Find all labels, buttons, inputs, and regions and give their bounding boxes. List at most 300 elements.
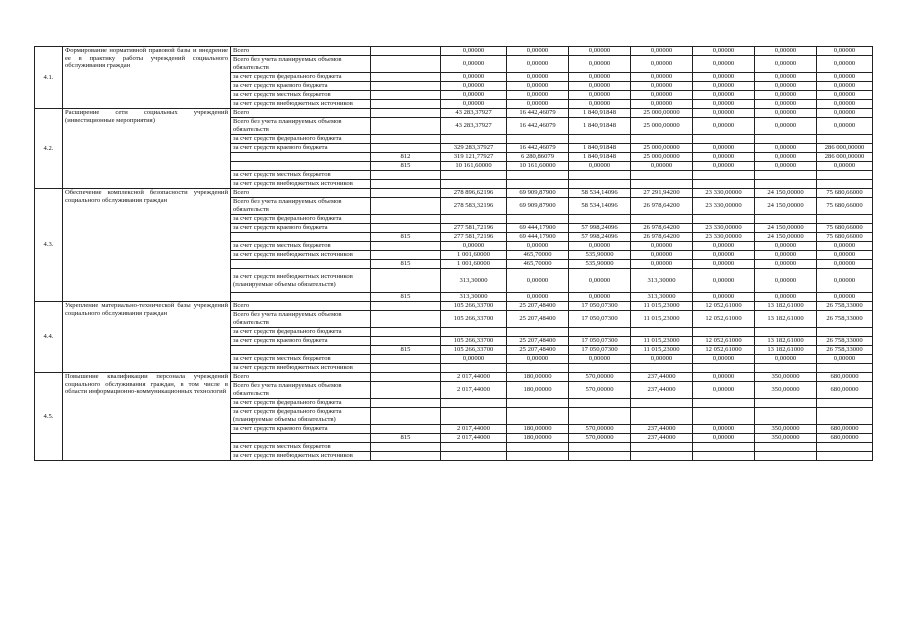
amount-cell: 180,00000 [507,382,569,399]
amount-cell: 0,00000 [693,118,755,135]
budget-code [371,443,441,452]
funding-source [231,346,371,355]
amount-cell [693,215,755,224]
amount-cell: 0,00000 [507,91,569,100]
table-row [35,109,873,118]
amount-cell: 0,00000 [755,82,817,91]
amount-cell: 0,00000 [507,100,569,109]
amount-cell: 570,00000 [569,382,631,399]
amount-cell: 2 017,44000 [441,434,507,443]
funding-source: Всего без учета планируемых объемов обязательств [231,382,371,399]
amount-cell: 25 207,48400 [507,346,569,355]
amount-cell: 0,00000 [507,82,569,91]
amount-cell: 0,00000 [693,82,755,91]
amount-cell [693,328,755,337]
amount-cell: 1 840,91848 [569,144,631,153]
amount-cell: 25 207,48400 [507,337,569,346]
amount-cell: 25 000,00000 [631,118,693,135]
amount-cell: 26 978,64200 [631,233,693,242]
amount-cell: 0,00000 [817,47,873,56]
amount-cell: 0,00000 [631,47,693,56]
measure-name: Повышение квалификации персонала учреждений социального обслуживания граждан, в том числе в области информационно-коммуникационных технологий [63,373,231,461]
budget-code: 815 [371,260,441,269]
amount-cell: 0,00000 [569,293,631,302]
amount-cell: 535,90000 [569,260,631,269]
amount-cell: 0,00000 [441,100,507,109]
amount-cell: 680,00000 [817,434,873,443]
amount-cell: 0,00000 [631,251,693,260]
amount-cell [507,215,569,224]
amount-cell [817,171,873,180]
amount-cell [631,135,693,144]
amount-cell: 2 017,44000 [441,373,507,382]
amount-cell [817,443,873,452]
amount-cell [441,328,507,337]
amount-cell: 0,00000 [755,269,817,293]
amount-cell: 1 001,60000 [441,260,507,269]
funding-source: за счет средств внебюджетных источников [231,251,371,260]
amount-cell: 237,44000 [631,382,693,399]
table-row [35,373,873,382]
funding-source: Всего [231,189,371,198]
funding-source: за счет средств краевого бюджета [231,337,371,346]
amount-cell: 0,00000 [755,109,817,118]
item-number: 4.1. [35,47,63,109]
amount-cell: 0,00000 [631,73,693,82]
amount-cell: 25 000,00000 [631,153,693,162]
amount-cell: 2 017,44000 [441,382,507,399]
amount-cell [507,171,569,180]
budget-code [371,135,441,144]
amount-cell [507,328,569,337]
budget-code [371,91,441,100]
amount-cell: 0,00000 [569,91,631,100]
amount-cell: 680,00000 [817,382,873,399]
amount-cell: 0,00000 [631,91,693,100]
amount-cell: 277 581,72196 [441,233,507,242]
amount-cell: 237,44000 [631,373,693,382]
amount-cell: 0,00000 [693,91,755,100]
amount-cell: 16 442,46079 [507,109,569,118]
funding-source: за счет средств краевого бюджета [231,144,371,153]
amount-cell [507,135,569,144]
amount-cell: 13 182,61000 [755,311,817,328]
amount-cell: 11 015,23000 [631,337,693,346]
amount-cell: 319 121,77927 [441,153,507,162]
amount-cell: 24 150,00000 [755,198,817,215]
amount-cell [507,408,569,425]
budget-code [371,82,441,91]
funding-source: Всего без учета планируемых объемов обязательств [231,118,371,135]
amount-cell: 350,00000 [755,434,817,443]
amount-cell: 0,00000 [755,260,817,269]
amount-cell: 0,00000 [817,109,873,118]
amount-cell [817,328,873,337]
measure-name: Расширение сети социальных учреждений (инвестиционные мероприятия) [63,109,231,189]
budget-code [371,224,441,233]
amount-cell: 0,00000 [755,355,817,364]
funding-source [231,162,371,171]
amount-cell: 26 978,64200 [631,224,693,233]
amount-cell: 17 050,07300 [569,337,631,346]
amount-cell: 0,00000 [693,100,755,109]
budget-code [371,56,441,73]
funding-source [231,233,371,242]
amount-cell: 0,00000 [817,251,873,260]
amount-cell [817,399,873,408]
amount-cell: 69 909,87900 [507,198,569,215]
amount-cell [755,443,817,452]
amount-cell: 0,00000 [693,382,755,399]
amount-cell: 0,00000 [441,355,507,364]
amount-cell [631,399,693,408]
amount-cell: 11 015,23000 [631,302,693,311]
funding-source [231,434,371,443]
amount-cell: 0,00000 [817,269,873,293]
amount-cell: 180,00000 [507,373,569,382]
funding-source: Всего без учета планируемых объемов обязательств [231,198,371,215]
amount-cell: 0,00000 [441,82,507,91]
amount-cell [441,408,507,425]
amount-cell: 0,00000 [755,293,817,302]
amount-cell: 0,00000 [755,144,817,153]
amount-cell: 0,00000 [631,100,693,109]
budget-code: 815 [371,162,441,171]
budget-code [371,215,441,224]
amount-cell: 0,00000 [817,242,873,251]
amount-cell: 0,00000 [569,355,631,364]
amount-cell [631,443,693,452]
amount-cell: 13 182,61000 [755,302,817,311]
budget-code: 815 [371,434,441,443]
amount-cell: 0,00000 [693,242,755,251]
funding-source: Всего без учета планируемых объемов обязательств [231,56,371,73]
amount-cell: 26 758,33000 [817,346,873,355]
amount-cell: 278 583,32196 [441,198,507,215]
amount-cell: 23 330,00000 [693,233,755,242]
amount-cell: 24 150,00000 [755,189,817,198]
amount-cell: 680,00000 [817,373,873,382]
amount-cell [693,180,755,189]
amount-cell: 0,00000 [693,269,755,293]
amount-cell [755,215,817,224]
budget-code: 815 [371,346,441,355]
funding-source: за счет средств местных бюджетов [231,91,371,100]
amount-cell: 26 758,33000 [817,311,873,328]
amount-cell [507,452,569,461]
amount-cell: 6 280,86079 [507,153,569,162]
amount-cell [441,135,507,144]
amount-cell: 0,00000 [441,47,507,56]
amount-cell [569,135,631,144]
amount-cell [441,443,507,452]
amount-cell: 535,90000 [569,251,631,260]
table-body [35,47,873,461]
amount-cell: 0,00000 [817,82,873,91]
amount-cell: 0,00000 [817,293,873,302]
amount-cell: 180,00000 [507,425,569,434]
amount-cell: 0,00000 [693,373,755,382]
amount-cell [441,171,507,180]
amount-cell [507,443,569,452]
funding-source [231,153,371,162]
amount-cell [817,180,873,189]
amount-cell [507,180,569,189]
amount-cell: 0,00000 [755,251,817,260]
budget-code [371,382,441,399]
amount-cell: 0,00000 [755,100,817,109]
funding-source: за счет средств внебюджетных источников [231,100,371,109]
amount-cell: 0,00000 [569,269,631,293]
amount-cell: 0,00000 [569,100,631,109]
amount-cell: 0,00000 [507,73,569,82]
amount-cell: 1 840,91848 [569,118,631,135]
amount-cell: 105 266,33700 [441,346,507,355]
amount-cell [817,452,873,461]
amount-cell: 105 266,33700 [441,302,507,311]
amount-cell: 57 998,24096 [569,224,631,233]
amount-cell [441,364,507,373]
funding-source: за счет средств федерального бюджета [231,399,371,408]
funding-source [231,260,371,269]
amount-cell: 43 283,37927 [441,118,507,135]
amount-cell [755,408,817,425]
amount-cell: 69 444,17900 [507,224,569,233]
amount-cell: 12 052,61000 [693,311,755,328]
amount-cell: 0,00000 [693,260,755,269]
amount-cell: 0,00000 [755,153,817,162]
amount-cell: 0,00000 [817,260,873,269]
amount-cell [569,364,631,373]
amount-cell [569,328,631,337]
amount-cell: 0,00000 [569,73,631,82]
funding-source: за счет средств федерального бюджета (планируемые объемы обязательств) [231,408,371,425]
measure-name: Формирование нормативной правовой базы и внедрение ее в практику работы учреждений социального обслуживания граждан [63,47,231,109]
amount-cell: 10 161,60000 [507,162,569,171]
amount-cell: 16 442,46079 [507,118,569,135]
amount-cell: 0,00000 [755,73,817,82]
amount-cell [693,452,755,461]
amount-cell [693,171,755,180]
amount-cell: 278 896,62196 [441,189,507,198]
amount-cell [755,452,817,461]
amount-cell [631,180,693,189]
amount-cell: 313,30000 [441,293,507,302]
amount-cell: 350,00000 [755,425,817,434]
amount-cell: 0,00000 [441,73,507,82]
amount-cell: 0,00000 [569,47,631,56]
amount-cell: 0,00000 [755,162,817,171]
amount-cell: 0,00000 [631,242,693,251]
amount-cell [569,399,631,408]
amount-cell: 43 283,37927 [441,109,507,118]
amount-cell: 0,00000 [569,82,631,91]
amount-cell: 0,00000 [755,56,817,73]
amount-cell: 2 017,44000 [441,425,507,434]
amount-cell: 465,70000 [507,251,569,260]
amount-cell: 0,00000 [693,425,755,434]
amount-cell: 0,00000 [507,242,569,251]
amount-cell [817,408,873,425]
amount-cell: 570,00000 [569,425,631,434]
amount-cell: 0,00000 [817,162,873,171]
amount-cell: 23 330,00000 [693,198,755,215]
amount-cell: 75 680,66000 [817,198,873,215]
amount-cell [693,135,755,144]
amount-cell: 0,00000 [755,118,817,135]
amount-cell [693,443,755,452]
amount-cell: 0,00000 [441,242,507,251]
amount-cell: 0,00000 [631,162,693,171]
budget-code: 815 [371,233,441,242]
amount-cell: 24 150,00000 [755,224,817,233]
amount-cell: 23 330,00000 [693,189,755,198]
amount-cell [755,399,817,408]
funding-source: за счет средств местных бюджетов [231,171,371,180]
amount-cell: 277 581,72196 [441,224,507,233]
budget-code [371,302,441,311]
budget-code [371,269,441,293]
amount-cell [569,452,631,461]
amount-cell [631,364,693,373]
amount-cell: 237,44000 [631,425,693,434]
amount-cell: 75 680,66000 [817,189,873,198]
amount-cell: 313,30000 [631,293,693,302]
table-row [35,47,873,56]
budget-code [371,100,441,109]
budget-code [371,425,441,434]
amount-cell: 12 052,61000 [693,346,755,355]
amount-cell: 12 052,61000 [693,337,755,346]
amount-cell: 16 442,46079 [507,144,569,153]
amount-cell: 313,30000 [441,269,507,293]
amount-cell: 13 182,61000 [755,346,817,355]
amount-cell: 0,00000 [693,47,755,56]
amount-cell [693,408,755,425]
amount-cell: 286 000,00000 [817,144,873,153]
budget-code [371,408,441,425]
amount-cell: 180,00000 [507,434,569,443]
amount-cell: 0,00000 [631,82,693,91]
amount-cell [441,180,507,189]
amount-cell: 0,00000 [507,293,569,302]
amount-cell: 1 840,91848 [569,153,631,162]
amount-cell: 329 283,37927 [441,144,507,153]
budget-code [371,337,441,346]
amount-cell: 69 444,17900 [507,233,569,242]
amount-cell: 0,00000 [693,434,755,443]
amount-cell [631,171,693,180]
amount-cell: 0,00000 [631,355,693,364]
amount-cell [569,408,631,425]
funding-source: Всего [231,109,371,118]
funding-source: за счет средств местных бюджетов [231,443,371,452]
item-number: 4.2. [35,109,63,189]
amount-cell: 0,00000 [441,56,507,73]
budget-code [371,399,441,408]
amount-cell: 17 050,07300 [569,311,631,328]
amount-cell: 0,00000 [693,144,755,153]
item-number: 4.4. [35,302,63,373]
amount-cell: 27 291,94200 [631,189,693,198]
amount-cell: 58 534,14096 [569,189,631,198]
amount-cell [755,171,817,180]
budget-code [371,328,441,337]
funding-source: Всего без учета планируемых объемов обязательств [231,311,371,328]
amount-cell: 1 840,91848 [569,109,631,118]
budget-code: 812 [371,153,441,162]
amount-cell: 0,00000 [693,162,755,171]
amount-cell: 0,00000 [507,269,569,293]
amount-cell: 12 052,61000 [693,302,755,311]
amount-cell [817,215,873,224]
funding-source: за счет средств внебюджетных источников (планируемые объемы обязательств) [231,269,371,293]
amount-cell: 0,00000 [441,91,507,100]
amount-cell [631,408,693,425]
budget-code [371,109,441,118]
amount-cell: 465,70000 [507,260,569,269]
amount-cell: 0,00000 [817,100,873,109]
budget-code [371,180,441,189]
amount-cell: 0,00000 [817,91,873,100]
table-row [35,189,873,198]
amount-cell: 0,00000 [631,56,693,73]
amount-cell [755,364,817,373]
amount-cell: 23 330,00000 [693,224,755,233]
amount-cell: 0,00000 [569,162,631,171]
funding-source: за счет средств краевого бюджета [231,224,371,233]
amount-cell: 25 207,48400 [507,302,569,311]
amount-cell: 0,00000 [507,47,569,56]
funding-source: за счет средств внебюджетных источников [231,452,371,461]
budget-code [371,47,441,56]
amount-cell: 57 998,24096 [569,233,631,242]
funding-source [231,293,371,302]
amount-cell [755,135,817,144]
funding-source: за счет средств местных бюджетов [231,242,371,251]
budget-code [371,198,441,215]
amount-cell [441,399,507,408]
amount-cell: 75 680,66000 [817,233,873,242]
amount-cell: 1 001,60000 [441,251,507,260]
budget-code [371,171,441,180]
funding-source: за счет средств местных бюджетов [231,355,371,364]
amount-cell: 58 534,14096 [569,198,631,215]
funding-source: за счет средств федерального бюджета [231,135,371,144]
amount-cell: 0,00000 [817,56,873,73]
amount-cell: 75 680,66000 [817,224,873,233]
amount-cell: 105 266,33700 [441,311,507,328]
amount-cell: 350,00000 [755,373,817,382]
amount-cell: 570,00000 [569,373,631,382]
table-row [35,302,873,311]
amount-cell: 0,00000 [693,56,755,73]
amount-cell: 17 050,07300 [569,346,631,355]
budget-table [34,46,873,461]
amount-cell: 11 015,23000 [631,311,693,328]
amount-cell [755,328,817,337]
funding-source: за счет средств внебюджетных источников [231,364,371,373]
budget-code [371,118,441,135]
amount-cell: 25 000,00000 [631,109,693,118]
amount-cell: 0,00000 [817,73,873,82]
amount-cell: 313,30000 [631,269,693,293]
budget-code [371,144,441,153]
amount-cell: 0,00000 [755,91,817,100]
amount-cell: 0,00000 [569,242,631,251]
amount-cell [631,452,693,461]
amount-cell: 0,00000 [817,118,873,135]
